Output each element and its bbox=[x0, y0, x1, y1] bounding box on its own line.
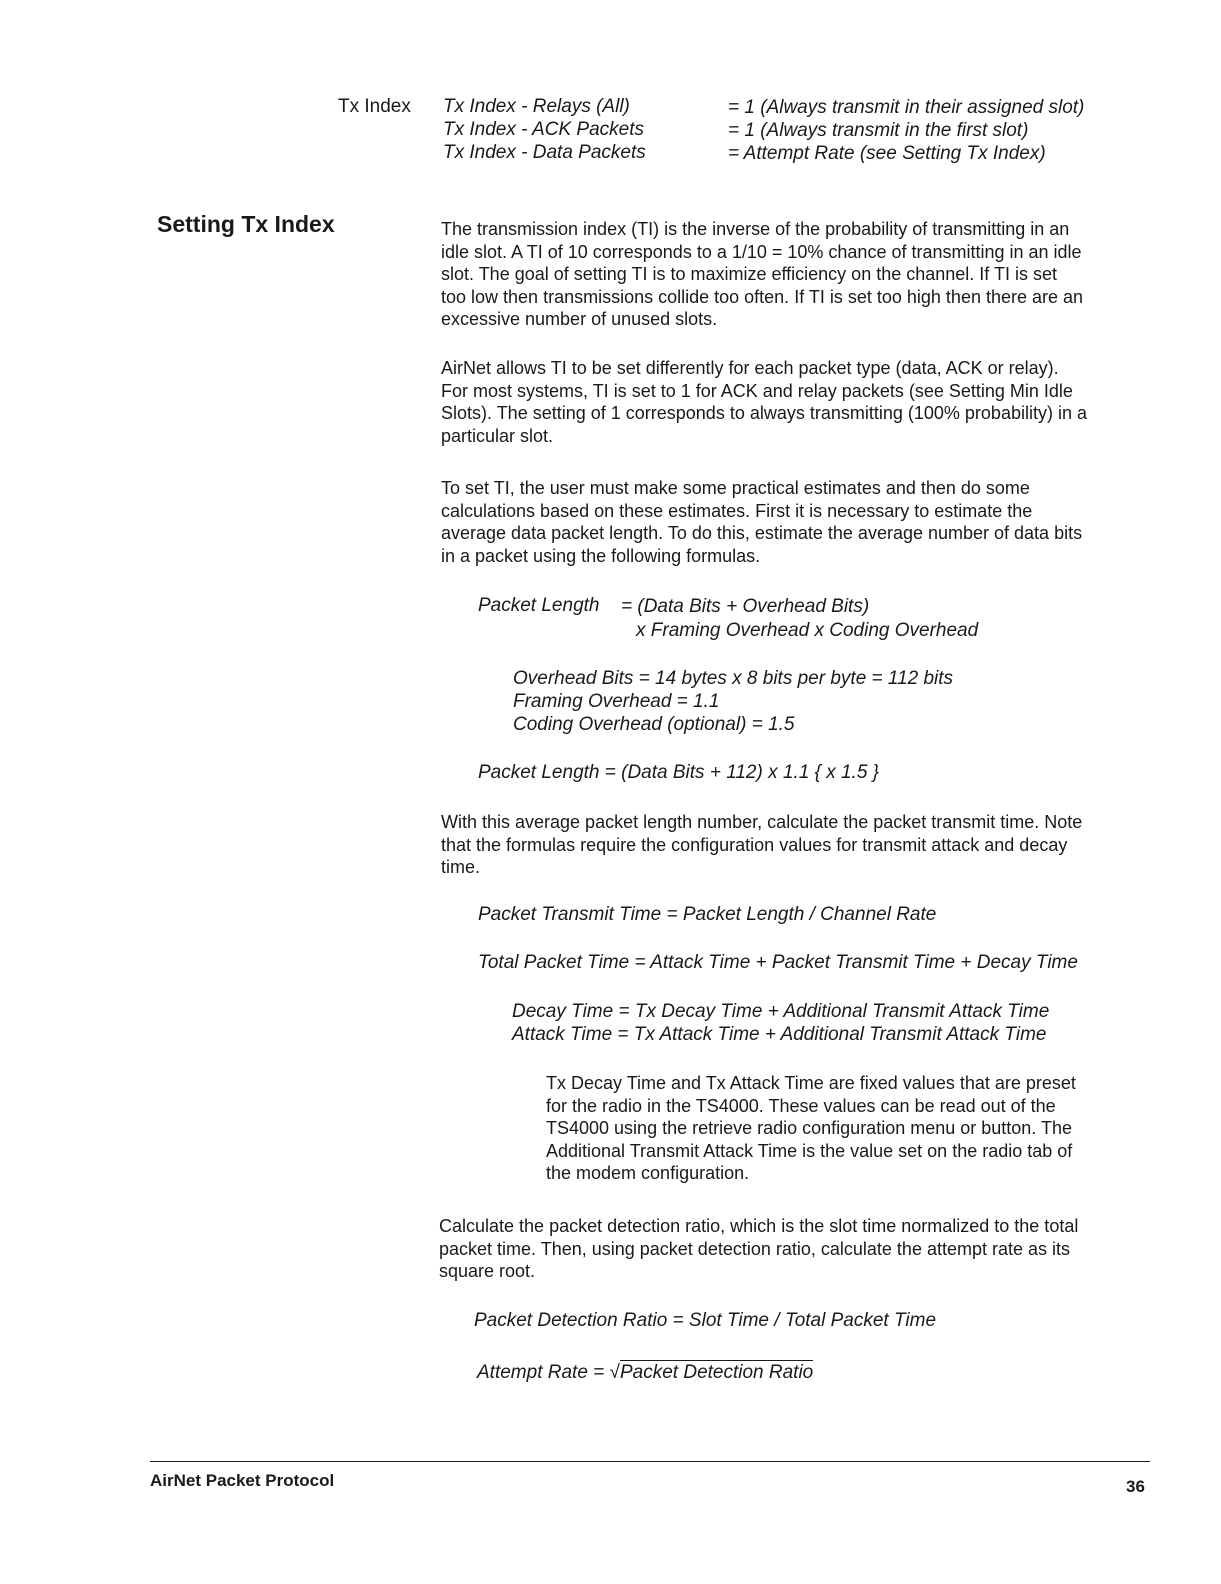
formula-decay-time: Decay Time = Tx Decay Time + Additional Transmit Attack Time bbox=[512, 1001, 1050, 1022]
paragraph-line: excessive number of unused slots. bbox=[441, 309, 718, 329]
section-heading: Setting Tx Index bbox=[157, 211, 335, 237]
paragraph-line: idle slot. A TI of 10 corresponds to a 1/10 = 10% chance of transmitting in an idle bbox=[441, 241, 1082, 262]
paragraph-line: the modem configuration. bbox=[546, 1163, 750, 1183]
formula-packet-transmit-time: Packet Transmit Time = Packet Length / Channel Rate bbox=[478, 904, 937, 925]
paragraph-line: for the radio in the TS4000. These values can be read out of the bbox=[546, 1095, 1056, 1116]
footer-rule bbox=[150, 1461, 1150, 1462]
paragraph-decay-attack-note bbox=[546, 1072, 1146, 1185]
formula-packet-length-line2: x Framing Overhead x Coding Overhead bbox=[636, 620, 979, 641]
table-row-name: Tx Index - Relays (All) bbox=[443, 96, 630, 117]
formula-attempt-rate-arg: Packet Detection Ratio bbox=[619, 1362, 814, 1383]
paragraph-airnet-ti bbox=[441, 357, 1161, 447]
paragraph-detection-ratio bbox=[439, 1215, 1159, 1283]
paragraph-line: Tx Decay Time and Tx Attack Time are fixed values that are preset bbox=[546, 1073, 1076, 1093]
table-row-value: = Attempt Rate (see Setting Tx Index) bbox=[728, 143, 1046, 164]
paragraph-line: that the formulas require the configuration values for transmit attack and decay bbox=[441, 834, 1068, 855]
formula-framing-overhead: Framing Overhead = 1.1 bbox=[513, 691, 720, 712]
table-row-name: Tx Index - Data Packets bbox=[443, 142, 646, 163]
paragraph-line: For most systems, TI is set to 1 for ACK and relay packets (see Setting Min Idle bbox=[441, 380, 1073, 401]
paragraph-line: slot. The goal of setting TI is to maximize efficiency on the channel. If TI is set bbox=[441, 264, 1057, 284]
formula-coding-overhead: Coding Overhead (optional) = 1.5 bbox=[513, 714, 795, 735]
paragraph-line: With this average packet length number, calculate the packet transmit time. Note bbox=[441, 812, 1083, 832]
paragraph-ti-definition bbox=[441, 218, 1161, 331]
tx-index-label: Tx Index bbox=[338, 96, 411, 117]
paragraph-line: particular slot. bbox=[441, 425, 554, 446]
formula-packet-length-line1: = (Data Bits + Overhead Bits) bbox=[621, 596, 870, 617]
formula-packet-detection-ratio: Packet Detection Ratio = Slot Time / Total Packet Time bbox=[474, 1310, 937, 1331]
paragraph-line: Calculate the packet detection ratio, which is the slot time normalized to the total bbox=[439, 1216, 1079, 1236]
table-row-name: Tx Index - ACK Packets bbox=[443, 119, 644, 140]
formula-packet-length-calc: Packet Length = (Data Bits + 112) x 1.1 { x 1.5 } bbox=[478, 762, 880, 783]
paragraph-line: The transmission index (TI) is the inverse of the probability of transmitting in an bbox=[441, 219, 1070, 239]
paragraph-line: Slots). The setting of 1 corresponds to always transmitting (100% probability) in a bbox=[441, 403, 1087, 423]
formula-attack-time: Attack Time = Tx Attack Time + Additional Transmit Attack Time bbox=[512, 1024, 1047, 1045]
footer-title: AirNet Packet Protocol bbox=[150, 1471, 335, 1490]
page-number: 36 bbox=[1126, 1477, 1145, 1496]
paragraph-line: time. bbox=[441, 857, 481, 877]
formula-attempt-rate bbox=[477, 1362, 813, 1384]
formula-overhead-bits: Overhead Bits = 14 bytes x 8 bits per byte = 112 bits bbox=[513, 668, 954, 689]
paragraph-set-ti bbox=[441, 477, 1161, 567]
paragraph-line: square root. bbox=[439, 1261, 536, 1281]
paragraph-line: TS4000 using the retrieve radio configuration menu or button. The bbox=[546, 1118, 1072, 1138]
paragraph-line: average data packet length. To do this, estimate the average number of data bits bbox=[441, 523, 1083, 543]
table-row-value: = 1 (Always transmit in the first slot) bbox=[728, 120, 1029, 141]
paragraph-line: packet time. Then, using packet detection ratio, calculate the attempt rate as its bbox=[439, 1238, 1071, 1259]
table-row-value: = 1 (Always transmit in their assigned slot) bbox=[728, 97, 1085, 118]
formula-total-packet-time: Total Packet Time = Attack Time + Packet Transmit Time + Decay Time bbox=[478, 952, 1078, 973]
paragraph-line: calculations based on these estimates. First it is necessary to estimate the bbox=[441, 500, 1033, 521]
paragraph-line: Additional Transmit Attack Time is the value set on the radio tab of bbox=[546, 1140, 1073, 1161]
paragraph-line: in a packet using the following formulas. bbox=[441, 545, 761, 566]
paragraph-line: AirNet allows TI to be set differently for each packet type (data, ACK or relay). bbox=[441, 358, 1059, 378]
paragraph-transmit-time bbox=[441, 811, 1161, 879]
paragraph-line: To set TI, the user must make some practical estimates and then do some bbox=[441, 478, 1030, 498]
formula-packet-length-label: Packet Length bbox=[478, 595, 600, 616]
paragraph-line: too low then transmissions collide too often. If TI is set too high then there are an bbox=[441, 286, 1084, 307]
sqrt-icon: √ bbox=[609, 1362, 620, 1383]
formula-attempt-rate-lhs: Attempt Rate = bbox=[477, 1362, 610, 1383]
